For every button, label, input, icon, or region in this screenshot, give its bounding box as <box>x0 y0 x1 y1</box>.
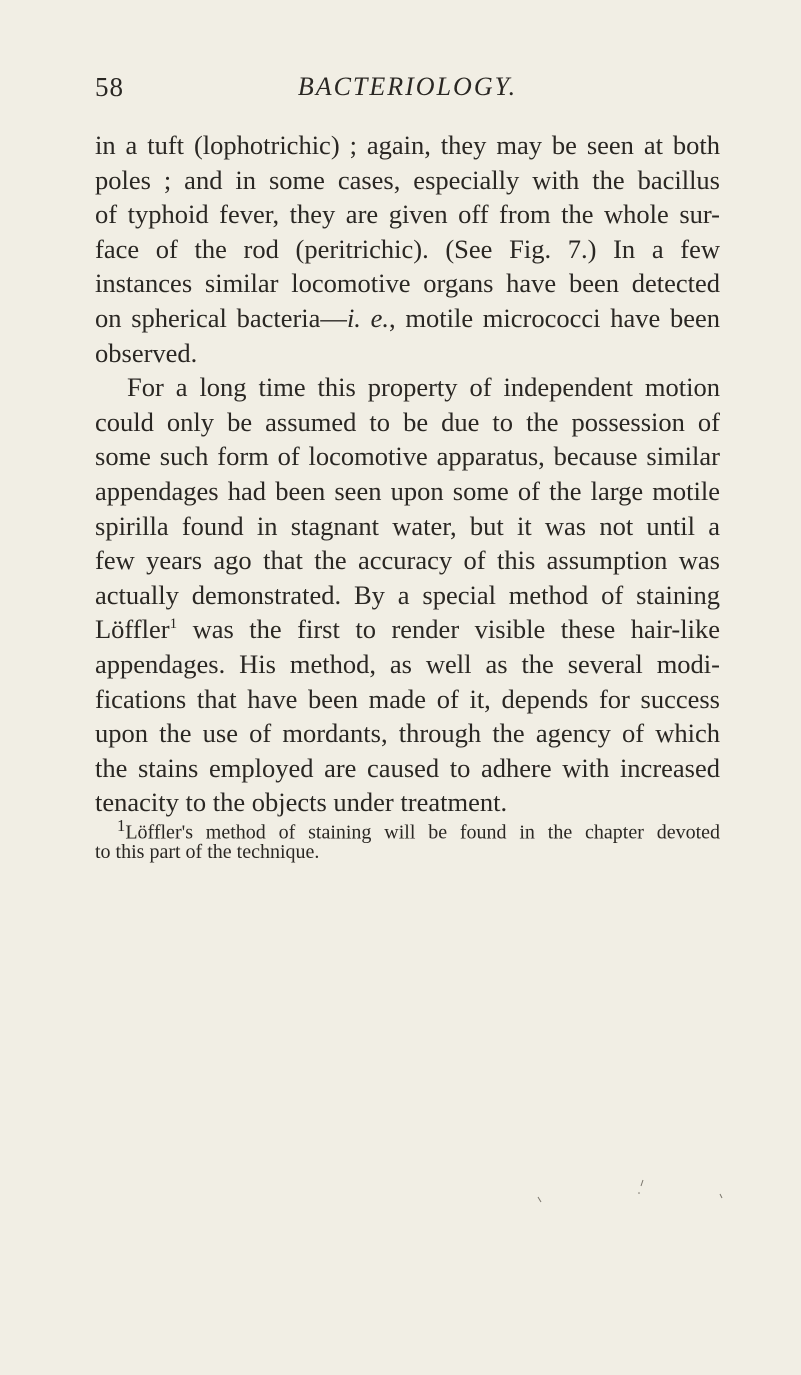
text-line: spirilla found in stagnant water, but it was not until a <box>95 510 720 541</box>
text-segment: Löffler <box>95 614 170 645</box>
running-title: BACTERIOLOGY. <box>297 72 518 101</box>
text-line: poles ; and in some cases, especially with the bacillus <box>95 164 720 195</box>
text-segment: was the first to render visible these hair-like <box>177 614 720 645</box>
text-segment: on spherical bacteria— <box>95 302 347 333</box>
text-line: face of the rod (peritrichic). (See Fig. 7.) In a few <box>95 233 720 264</box>
footnote-marker: 1 <box>117 816 126 835</box>
text-line: could only be assumed to be due to the possession of <box>95 406 720 437</box>
text-line: instances similar locomotive organs have been detected <box>95 268 720 299</box>
footnote-text: Löffler's method of staining will be found in the chapter devoted <box>125 821 720 844</box>
paragraph-start-line: For a long time this property of independent motion <box>127 372 720 403</box>
text-line: in a tuft (lophotrichic) ; again, they may be seen at both <box>95 130 720 160</box>
text-line: appendages had been seen upon some of the large motile <box>95 475 720 506</box>
text-line: of typhoid fever, they are given off from the whole sur- <box>95 199 720 230</box>
text-line: upon the use of mordants, through the agency of which <box>95 718 720 749</box>
text-line: actually demonstrated. By a special method of staining <box>95 579 720 610</box>
text-line: appendages. His method, as well as the several modi- <box>95 648 720 679</box>
text-line: fications that have been made of it, depends for success <box>95 683 720 714</box>
text-line: tenacity to the objects under treatment. <box>95 787 508 818</box>
footnote-reference: 1 <box>169 616 178 633</box>
page-number: 58 <box>95 72 124 102</box>
text-line: observed. <box>95 337 198 368</box>
text-line: few years ago that the accuracy of this assumption was <box>95 545 720 576</box>
text-line: the stains employed are caused to adhere with increased <box>95 752 720 783</box>
text-line: some such form of locomotive apparatus, because similar <box>95 441 720 472</box>
text-segment: , motile micrococci have been <box>389 302 720 333</box>
footnote-line: to this part of the technique. <box>95 841 320 863</box>
italic-abbreviation: i. e. <box>346 302 390 333</box>
